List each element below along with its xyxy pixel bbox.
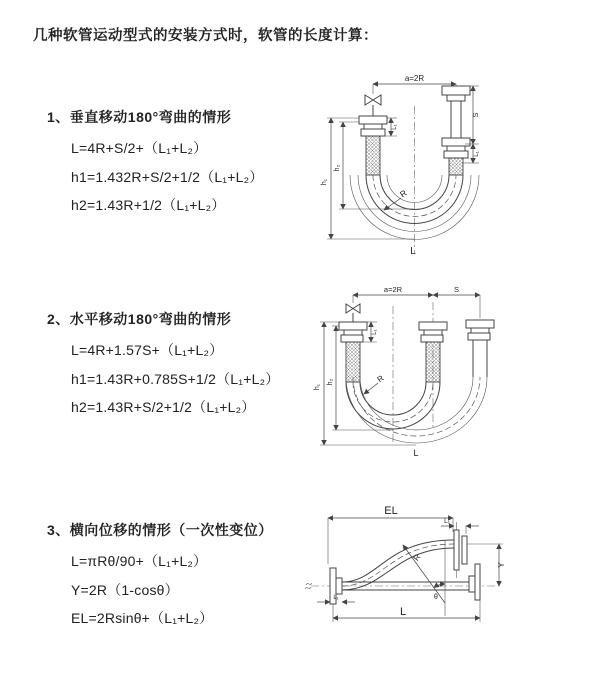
dim-l1-bottom — [317, 595, 355, 602]
dim-label-s: S — [453, 285, 460, 294]
dim-label-r: R — [375, 373, 386, 385]
dim-label-theta: θ — [434, 594, 438, 601]
dim-theta — [434, 584, 445, 601]
section-3-heading: 3、横向位移的情形（一次性变位） — [47, 522, 273, 538]
dim-label-l1-top: L₁ — [444, 518, 450, 525]
valve-icon — [365, 95, 381, 116]
dim-label-el: EL — [384, 505, 398, 517]
diagram-vertical-180-bend — [313, 70, 595, 260]
radius-leader — [364, 373, 386, 394]
section-3-formula-el: EL=2Rsinθ+（L₁+L₂） — [71, 610, 214, 626]
section-2-formula-l: L=4R+1.57S+（L₁+L₂） — [71, 342, 224, 358]
hose-braid-right — [449, 158, 463, 175]
dim-label-a2r: a=2R — [383, 285, 403, 294]
dim-label-h2: h₂ — [327, 378, 334, 386]
dim-label-l: L — [413, 448, 419, 458]
break-mark — [305, 583, 312, 589]
right-riser — [442, 86, 470, 175]
left-riser — [339, 322, 367, 382]
dim-l1-top — [441, 518, 479, 534]
section-3-formula-l: L=πRθ/90+（L₁+L₂） — [71, 553, 208, 569]
section-2-formula-h2: h2=1.43R+S/2+1/2（L₁+L₂） — [71, 399, 256, 415]
dim-s — [433, 285, 480, 318]
dim-label-l1-right: L₁ — [474, 151, 480, 157]
dim-label-l: L — [399, 606, 407, 618]
dim-span-a2r — [353, 285, 433, 303]
dim-el — [328, 505, 453, 564]
hose-braid-left — [366, 136, 380, 175]
right-riser — [466, 320, 494, 377]
dim-label-l1-left: L₁ — [372, 329, 378, 335]
diagram-lateral-displacement — [303, 498, 600, 650]
valve-icon — [346, 304, 360, 322]
dim-l — [333, 600, 480, 622]
section-1-formula-l: L=4R+S/2+（L₁+L₂） — [71, 140, 208, 156]
section-2-formula-h1: h1=1.43R+0.785S+1/2（L₁+L₂） — [71, 371, 280, 387]
dim-label-r: R — [411, 552, 423, 563]
diagram-horizontal-180-bend — [310, 282, 598, 464]
dim-label-a2r: a=2R — [404, 74, 425, 83]
hose-braid-middle — [426, 342, 440, 382]
page-title: 几种软管运动型式的安装方式时，软管的长度计算： — [33, 28, 378, 44]
hose-braid-left — [346, 342, 360, 382]
dim-label-l1-left: L₁ — [392, 124, 398, 130]
dim-label-l: L — [410, 246, 416, 257]
u-bend-position-2 — [346, 377, 487, 443]
dim-label-h2: h₂ — [334, 164, 341, 172]
right-flange — [469, 564, 480, 600]
dim-label-s: S — [471, 112, 480, 118]
dim-label-l1-bottom: L₁ — [333, 595, 339, 601]
section-2-heading: 2、水平移动180°弯曲的情形 — [47, 311, 232, 327]
dim-label-h1: h₁ — [314, 383, 321, 391]
section-1-formula-h2: h2=1.43R+1/2（L₁+L₂） — [71, 197, 226, 213]
middle-riser — [419, 322, 447, 382]
dim-label-h1: h₁ — [321, 178, 328, 186]
section-1-heading: 1、垂直移动180°弯曲的情形 — [47, 109, 232, 125]
dim-label-y: Y — [497, 562, 506, 568]
section-3-formula-y: Y=2R（1-cosθ） — [71, 582, 179, 598]
left-riser — [359, 116, 387, 175]
section-1-formula-h1: h1=1.432R+S/2+1/2（L₁+L₂） — [71, 169, 264, 185]
radius-leader — [403, 545, 445, 603]
upper-flange — [454, 530, 467, 570]
radius-leader — [384, 188, 409, 210]
dim-label-r: R — [397, 187, 409, 200]
